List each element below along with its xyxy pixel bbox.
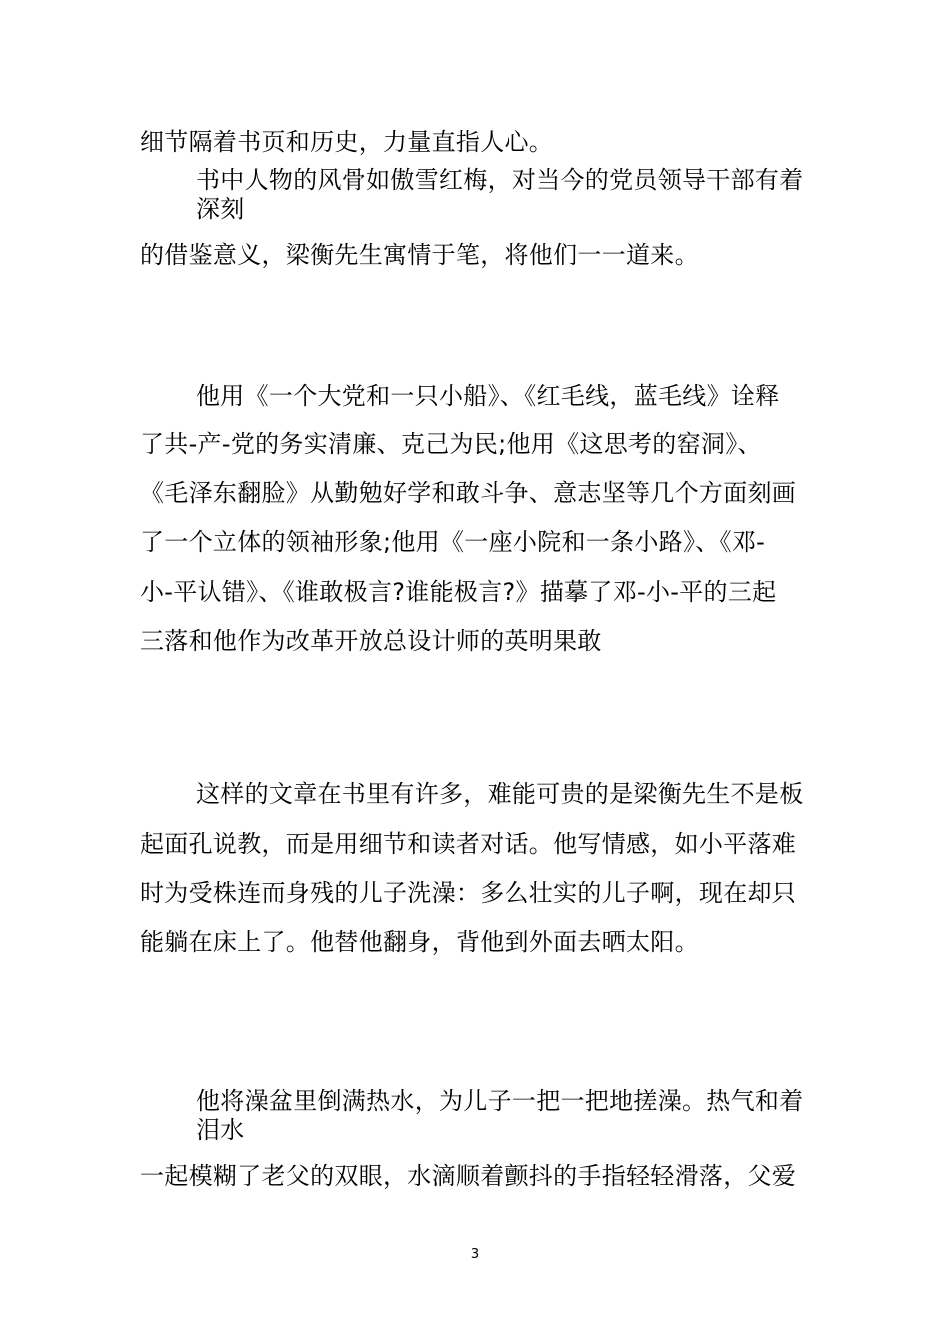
text-line: 了一个立体的领袖形象;他用《一座小院和一条小路》、《邓- [140, 528, 766, 556]
text-line: 泪水 [196, 1116, 245, 1144]
page-number: 3 [470, 1247, 480, 1262]
text-line: 深刻 [196, 195, 245, 223]
text-line: 时为受株连而身残的儿子洗澡：多么壮实的儿子啊，现在却只 [140, 879, 797, 907]
text-line: 能躺在床上了。他替他翻身，背他到外面去晒太阳。 [140, 928, 699, 956]
text-line: 一起模糊了老父的双眼，水滴顺着颤抖的手指轻轻滑落，父爱 [140, 1162, 797, 1190]
text-line: 起面孔说教，而是用细节和读者对话。他写情感，如小平落难 [140, 830, 797, 858]
text-line: 这样的文章在书里有许多，难能可贵的是梁衡先生不是板 [196, 780, 804, 808]
text-line: 细节隔着书页和历史，力量直指人心。 [140, 128, 554, 156]
text-line: 他将澡盆里倒满热水，为儿子一把一把地搓澡。热气和着 [196, 1087, 804, 1115]
text-line: 小-平认错》、《谁敢极言?谁能极言?》描摹了邓-小-平的三起 [140, 578, 777, 606]
text-line: 他用《一个大党和一只小船》、《红毛线，蓝毛线》诠释 [196, 382, 780, 410]
text-line: 三落和他作为改革开放总设计师的英明果敢 [140, 627, 602, 655]
text-line: 的借鉴意义，梁衡先生寓情于笔，将他们一一道来。 [140, 241, 699, 269]
text-line: 了共-产-党的务实清廉、克己为民;他用《这思考的窑洞》、 [140, 430, 762, 458]
text-line: 书中人物的风骨如傲雪红梅，对当今的党员领导干部有着 [196, 166, 804, 194]
text-line: 《毛泽东翻脸》从勤勉好学和敢斗争、意志坚等几个方面刻画 [140, 479, 797, 507]
